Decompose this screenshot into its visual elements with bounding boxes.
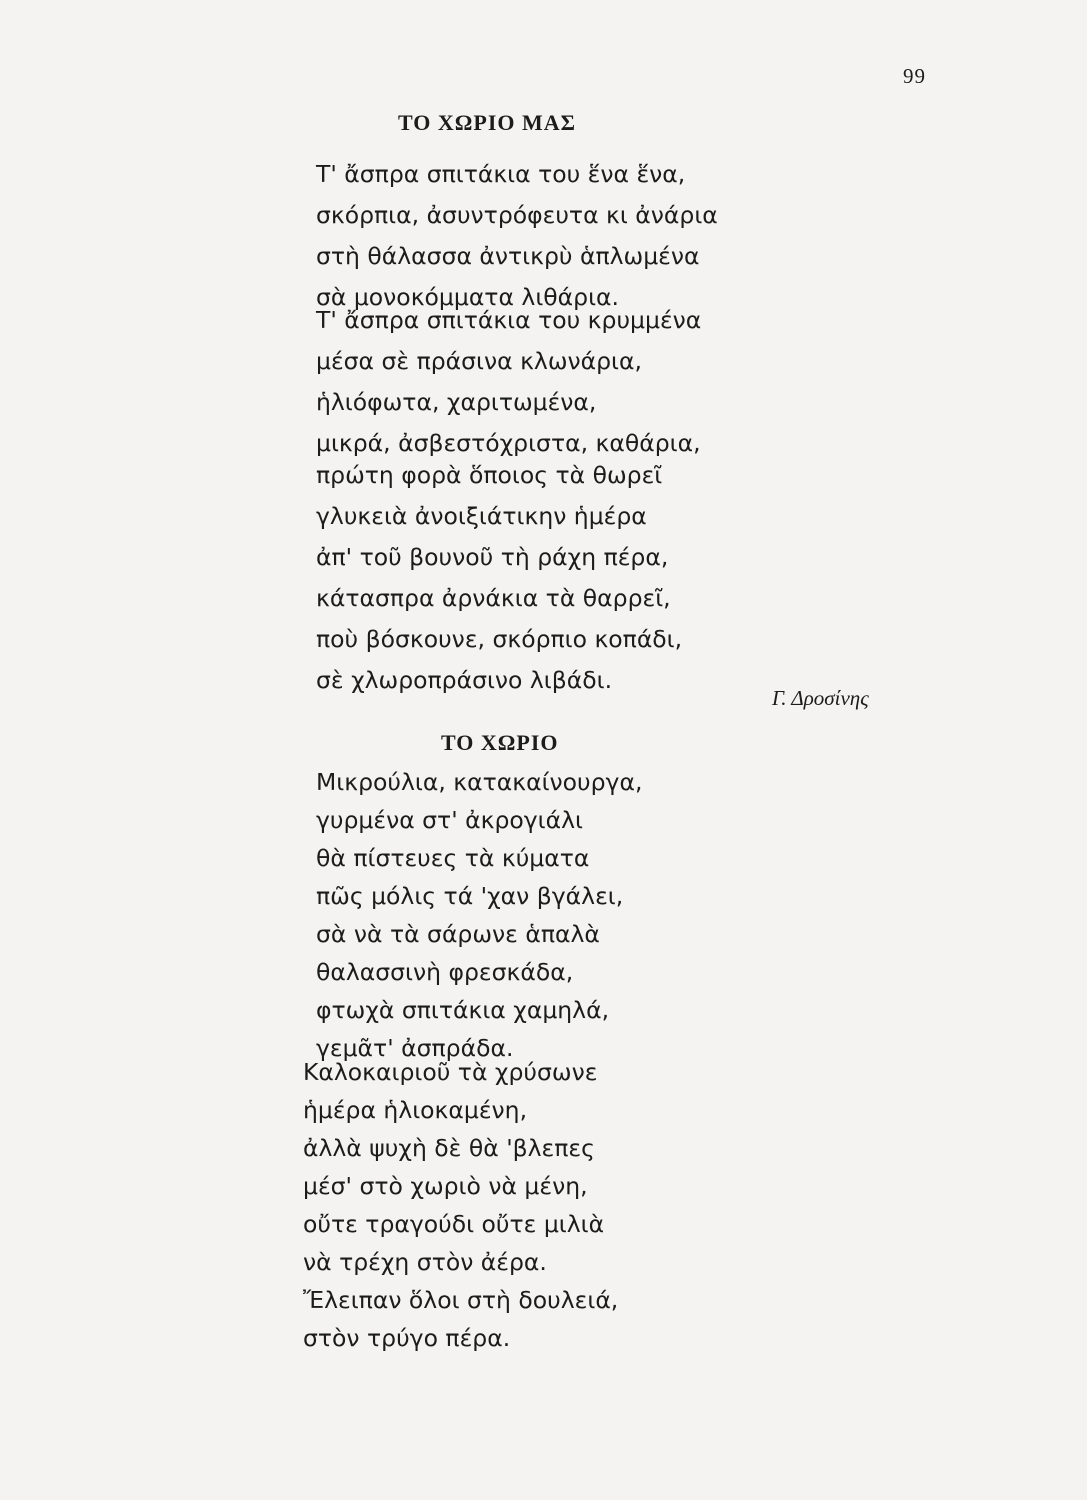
poem-author: Γ. Δροσίνης — [772, 686, 869, 710]
verse-line: μέσα σὲ πράσινα κλωνάρια, — [316, 347, 642, 375]
verse-line: γεμᾶτ' ἀσπράδα. — [316, 1034, 514, 1062]
page-number: 99 — [903, 64, 926, 88]
verse-line: ποὺ βόσκουνε, σκόρπιο κοπάδι, — [316, 625, 683, 653]
verse-line: φτωχὰ σπιτάκια χαμηλά, — [316, 996, 610, 1024]
verse-line: στὴ θάλασσα ἀντικρὺ ἁπλωμένα — [316, 242, 700, 270]
verse-line: Μικρούλια, κατακαίνουργα, — [316, 768, 643, 796]
verse-line: οὔτε τραγούδι οὔτε μιλιὰ — [303, 1210, 605, 1238]
verse-line: ἡλιόφωτα, χαριτωμένα, — [316, 388, 597, 416]
verse-line: μικρά, ἀσβεστόχριστα, καθάρια, — [316, 429, 701, 457]
verse-line: πῶς μόλις τά 'χαν βγάλει, — [316, 882, 624, 910]
verse-line: κάτασπρα ἀρνάκια τὰ θαρρεῖ, — [316, 584, 671, 612]
poem-title: ΤΟ ΧΩΡΙΟ — [441, 730, 559, 755]
stanza — [316, 300, 701, 464]
verse-line: Ἔλειπαν ὅλοι στὴ δουλειά, — [303, 1286, 619, 1314]
verse-line: νὰ τρέχη στὸν ἀέρα. — [303, 1248, 547, 1276]
verse-line: στὸν τρύγο πέρα. — [303, 1324, 511, 1352]
verse-line: ἀπ' τοῦ βουνοῦ τὴ ράχη πέρα, — [316, 543, 669, 571]
verse-line: σὰ νὰ τὰ σάρωνε ἁπαλὰ — [316, 920, 600, 948]
stanza — [303, 1053, 618, 1357]
poem-title: ΤΟ ΧΩΡΙΟ ΜΑΣ — [398, 110, 577, 135]
verse-line: πρώτη φορὰ ὅποιος τὰ θωρεῖ — [316, 461, 663, 489]
verse-line: Τ' ἄσπρα σπιτάκια του κρυμμένα — [316, 306, 702, 334]
verse-line: μέσ' στὸ χωριὸ νὰ μένη, — [303, 1172, 588, 1200]
verse-line: γλυκειὰ ἀνοιξιάτικην ἡμέρα — [316, 502, 647, 530]
verse-line: θὰ πίστευες τὰ κύματα — [316, 844, 590, 872]
stanza — [316, 763, 642, 1067]
verse-line: Τ' ἄσπρα σπιτάκια του ἕνα ἕνα, — [316, 160, 686, 188]
verse-line: ἡμέρα ἡλιοκαμένη, — [303, 1096, 528, 1124]
verse-line: γυρμένα στ' ἀκρογιάλι — [316, 806, 583, 834]
verse-line: σὰ μονοκόμματα λιθάρια. — [316, 283, 619, 311]
verse-line: σκόρπια, ἀσυντρόφευτα κι ἀνάρια — [316, 201, 718, 229]
verse-line: σὲ χλωροπράσινο λιβάδι. — [316, 666, 613, 694]
verse-line: ἀλλὰ ψυχὴ δὲ θὰ 'βλεπες — [303, 1134, 595, 1162]
stanza — [316, 154, 718, 318]
verse-line: θαλασσινὴ φρεσκάδα, — [316, 958, 574, 986]
verse-line: Καλοκαιριοῦ τὰ χρύσωνε — [303, 1058, 598, 1086]
stanza — [316, 455, 682, 701]
